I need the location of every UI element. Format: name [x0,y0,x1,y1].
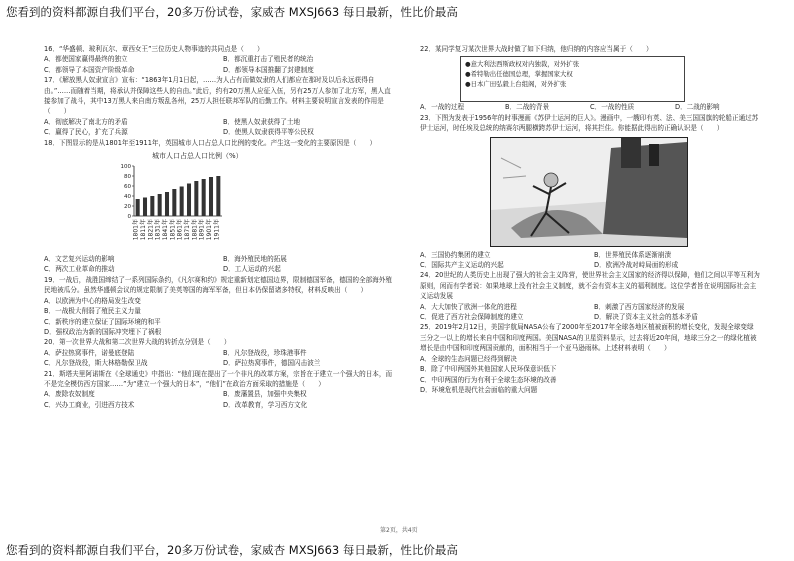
question-23 [420,113,760,271]
options [420,302,760,323]
options [44,254,394,275]
option-d[interactable]: D．改革教育，学习西方文化 [223,400,308,409]
option-d[interactable]: D．萨拉热窝事件，德国闪击波兰 [223,359,321,368]
x-tick-label: 1811年 [140,219,147,241]
question-stem: 20．第一次世界大战和第二次世界大战的转折点分别是（ ） [44,338,231,347]
options [44,54,394,75]
options [420,354,760,396]
bar [150,196,154,216]
option-c[interactable]: C．促进了西方社会保障制度的建立 [420,313,524,322]
top-banner: 您看到的资料都源自我们平台，20多万份试卷，家威杏 MXSJ663 每日最新，性比价最高 [6,5,458,19]
options [44,348,394,369]
summary-line: ●日本广田弘毅上台组阁，对外扩张 [465,80,567,89]
summary-box [460,56,685,102]
option-a[interactable]: A．萨拉热窝事件，诺曼底登陆 [44,348,135,357]
option-a[interactable]: A．三国协约集团的建立 [420,250,491,259]
summary-line: ●希特勒出任德国总理，掌握国家大权 [465,70,573,79]
bar [180,187,184,217]
option-b[interactable]: B．二战的背景 [505,103,550,112]
question-stem: 25．2019年2月12日，美国宇航局NASA公布了2000年至2017年全球各地区植被面积的增长变化，发现全球变绿三分之一以上的增长来自中国和印度两国。美国NASA的卫星资料显示，过去将近20年间，地球三分之一的绿化植被增长是由中国和印度两国贡献的，面积相当于一个亚马逊雨林。上述材料表明（ ） [420,323,757,353]
bar [216,176,220,216]
bar [143,198,147,217]
option-b[interactable]: B．凡尔登战役，珍珠港事件 [223,348,307,357]
x-tick-label: 1911年 [213,219,221,241]
question-25 [420,322,760,395]
question-21 [44,369,394,411]
y-tick-label: 80 [124,174,131,181]
question-stem: 19．一战后，战胜国缔结了一系列国际条约，《凡尔赛和约》规定重新划定德国边界，限制德国军备，德国的全部海外殖民地被瓜分。虽然华盛顿会议的规定限制了美英等国的海军军备，但日本仍保留诸多特权，材料反映出（ ） [44,275,392,295]
suez-canal-cartoon [490,137,688,247]
y-tick-label: 20 [124,204,131,211]
question-stem: 23．下图为发表于1956年的时事漫画《苏伊士运河的巨人》。漫画中，一艘印有英、法、美三国国旗的轮船正通过苏伊士运河，时任埃及总统的纳赛尔两腿横跨苏伊士运河，将其拦住。你能据此得出的正确认识是（ ） [420,113,759,133]
x-tick-label: 1891年 [198,219,206,241]
option-b[interactable]: B．刺激了西方国家经济的发展 [594,302,685,311]
option-a[interactable]: A．以欧洲为中心的格局发生改变 [44,296,141,305]
question-22 [420,44,760,113]
option-c[interactable]: C．兴办工商业，引进西方技术 [44,400,135,409]
summary-line: ●意大利法西斯政权对内独裁，对外扩张 [465,60,580,69]
question-17 [44,75,394,137]
x-tick-label: 1901年 [206,219,213,241]
option-a[interactable]: A．大大加快了欧洲一体化的进程 [420,302,517,311]
option-a[interactable]: A．彻底解决了南北方的矛盾 [44,117,128,126]
options [44,117,394,138]
urban-population-chart [114,150,394,252]
option-b[interactable]: B．海外殖民地的拓展 [223,255,287,264]
option-c[interactable]: C．一战的性质 [590,103,635,112]
option-d[interactable]: D．欧洲冷战对峙局面的形成 [594,261,679,270]
question-stem: 18．下图显示的是从1801年至1911年，英国城市人口占总人口比例的变化。产生这一变化的主要原因是（ ） [44,138,377,147]
option-b[interactable]: B．废藩置县，加强中央集权 [223,390,307,399]
bar [172,189,176,216]
options [420,250,760,271]
option-d[interactable]: D．工人运动的兴起 [223,265,281,274]
y-tick-label: 100 [120,164,131,171]
question-stem: 22．某同学复习某次世界大战时做了如下归纳，他归纳的内容应当属于（ ） [420,45,653,53]
x-tick-label: 1871年 [184,219,191,241]
chart-title: 城市人口占总人口比例（%） [152,152,243,161]
option-d[interactable]: D．环境危机是现代社会面临的重大问题 [420,385,538,394]
option-c[interactable]: C．赢得了民心，扩充了兵源 [44,128,128,137]
question-stem: 24．20世纪的人类历史上出现了强大的社会主义阵营，使世界社会主义国家的经济得以保障，他们之间以平等互利为原则，闲而有学者说：如果地球上没有社会主义制度，就不会有资本主义的福利制度。这位学者旨在说明国际社会主义运动发展 [420,271,760,301]
option-b[interactable]: B．除了中印两国外其他国家人民环保意识低下 [420,365,557,374]
question-stem: 21．斯塔夫里阿诺斯在《全球通史》中指出：“他们现在提出了一个非凡的改革方案，宗旨在于建立一个强大的日本，而不是完全模仿西方国家……”为“建立一个强大的日本”，“他们”在政治方面采取的措施是（ ） [44,369,393,388]
bar [194,181,198,216]
x-tick-label: 1831年 [154,219,162,241]
question-stem: 17．《解放黑人奴隶宣言》宣布：“1863年1月1日起，……为人占有而做奴隶的人们都应在那时及以后永远获得自由。”……而随着当期，将承认并保障这些人的自由。”此后，约有20万黑人应征入伍，另有25万人参加了北方军，黑人直接参加了战斗，其中13万黑人来自南方叛乱各州，25万人担任联邦军队的后勤工作。材料主要说明宣言发表的作用是（ ） [44,76,391,116]
bottom-banner: 您看到的资料都源自我们平台，20多万份试卷，家威杏 MXSJ663 每日最新，性比价最高 [6,543,458,557]
bar [136,199,140,216]
question-19 [44,275,394,337]
option-d[interactable]: D．解决了资本主义社会的基本矛盾 [594,313,698,322]
option-c[interactable]: C．国际共产主义运动的兴起 [420,261,504,270]
bar [187,184,191,217]
y-tick-label: 40 [124,194,131,201]
question-16 [44,44,394,75]
option-b[interactable]: B．都沉重打击了殖民者的统治 [223,55,314,64]
options [44,389,394,410]
option-c[interactable]: C．两次工业革命的推动 [44,265,115,274]
bar [209,177,213,216]
option-a[interactable]: A．废除农奴制度 [44,390,95,399]
y-tick-label: 0 [127,214,131,221]
left-column [44,44,394,410]
question-20 [44,337,394,368]
x-tick-label: 1861年 [176,219,184,241]
x-tick-label: 1801年 [132,219,140,241]
option-c[interactable]: C．凡尔登战役，斯大林格勒保卫战 [44,359,148,368]
bar [165,192,169,216]
option-d[interactable]: D．二战的影响 [675,103,720,112]
option-a[interactable]: A．都使国家赢得最终的独立 [44,55,128,64]
page-number: 第2页，共4页 [380,527,418,534]
cartoon-illustration [491,138,687,246]
options [44,296,394,338]
question-24 [420,270,760,322]
x-tick-label: 1821年 [147,219,155,241]
option-c[interactable]: C．都领导了本国资产阶级革命 [44,65,135,74]
x-tick-label: 1851年 [169,219,177,241]
option-c[interactable]: C．新秩序的建立保证了国际环境的和平 [44,317,161,326]
question-stem: 16．“华盛顿、玻利瓦尔、章西女王”三位历史人物事迹的共同点是（ ） [44,45,264,53]
bar [202,179,206,216]
option-b[interactable]: B．世界殖民体系逐渐崩溃 [594,250,672,259]
option-b[interactable]: B．使黑人奴隶获得了土地 [223,117,301,126]
y-tick-label: 60 [124,184,131,191]
option-c[interactable]: C．中印两国的行为有利于全球生态环境的改善 [420,375,557,384]
bar [158,194,162,216]
right-column [420,44,760,395]
option-b[interactable]: B．一战极大削弱了殖民主义力量 [44,307,141,316]
bar-chart [114,150,334,252]
options [420,102,760,112]
option-d[interactable]: D．都领导本国推翻了封建制度 [223,65,314,74]
option-d[interactable]: D．强权政治为新的国际冲突埋下了祸根 [44,327,162,336]
option-d[interactable]: D．使黑人奴隶获得平等公民权 [223,128,314,137]
option-a[interactable]: A．一战的过程 [420,103,465,112]
option-a[interactable]: A．全球的生态问题已经得到解决 [420,354,517,363]
x-tick-label: 1881年 [191,219,199,241]
x-tick-label: 1841年 [162,219,169,241]
option-a[interactable]: A．文艺复兴运动的影响 [44,255,115,264]
question-18 [44,138,394,275]
